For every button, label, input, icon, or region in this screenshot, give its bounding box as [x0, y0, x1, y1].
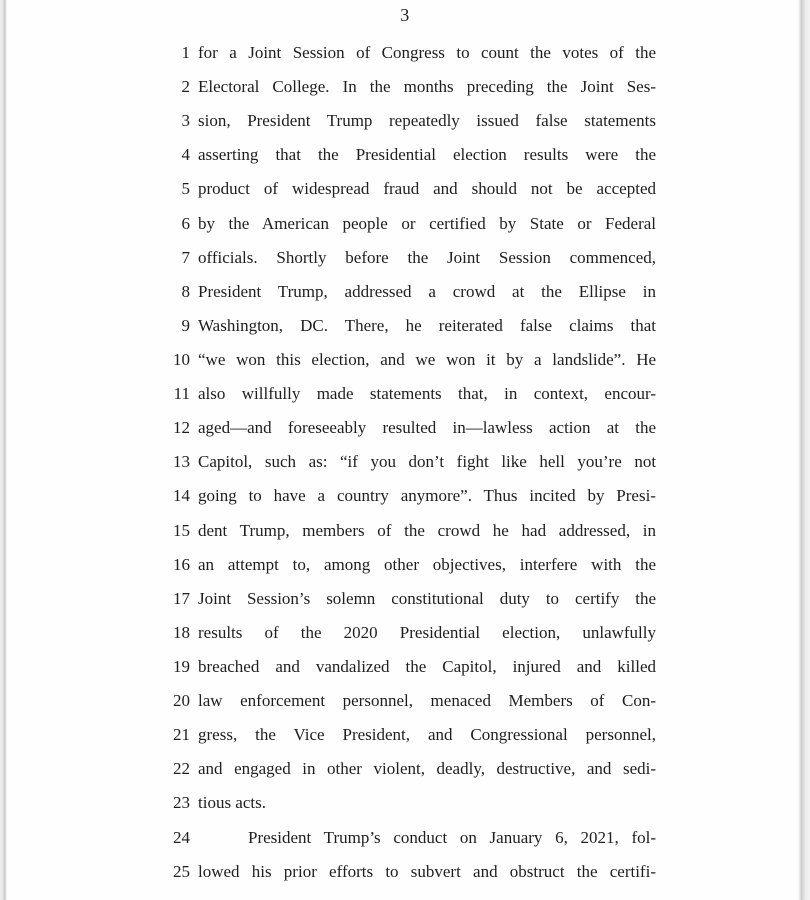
line-text: lowed his prior efforts to subvert and obstruct the certifi-: [198, 861, 656, 881]
line-number: 5: [181, 179, 190, 199]
line-text-column: [198, 514, 656, 548]
line-text: dent Trump, members of the crowd he had addressed, in: [198, 520, 657, 540]
line-number: 8: [181, 281, 190, 301]
line-number: 12: [173, 418, 190, 438]
line-text-column: [198, 786, 656, 820]
document-line: [0, 104, 810, 138]
document-line: [0, 138, 810, 172]
line-number: 1: [181, 43, 190, 62]
line-text-column: [198, 377, 656, 411]
line-number: 6: [181, 213, 190, 233]
document-line: [0, 514, 810, 548]
line-number: 21: [173, 725, 190, 745]
line-text-column: [198, 684, 656, 718]
document-line: [0, 582, 810, 616]
page-number: 3: [400, 5, 410, 25]
document-line: [0, 36, 810, 70]
line-number: 24: [173, 827, 190, 847]
line-text-column: [198, 548, 656, 582]
line-text-column: [198, 479, 656, 513]
line-text: by the American people or certified by State or Federal: [198, 213, 657, 233]
document-line: [0, 616, 810, 650]
line-text: “we won this election, and we won it by a landslide”. He: [198, 349, 657, 369]
line-number: 14: [173, 486, 190, 506]
line-text: law enforcement personnel, menaced Members of Con-: [198, 691, 657, 711]
line-number: 10: [173, 349, 190, 369]
line-text-column: [198, 343, 656, 377]
line-number: 19: [173, 656, 190, 676]
line-text: also willfully made statements that, in context, encour-: [198, 384, 656, 404]
line-number: 25: [173, 861, 190, 881]
line-number: 7: [181, 247, 190, 267]
line-number: 18: [173, 622, 190, 642]
line-text: tious acts.: [198, 793, 266, 813]
document-line: [0, 309, 810, 343]
line-number: 11: [173, 384, 190, 404]
document-line: [0, 718, 810, 752]
line-text-column: [198, 36, 656, 70]
line-text-column: [198, 275, 656, 309]
line-number: 22: [173, 759, 190, 779]
line-text-column: [198, 411, 656, 445]
document-line: [0, 411, 810, 445]
document-line: [0, 821, 810, 855]
line-number: 16: [173, 554, 190, 574]
line-text: for a Joint Session of Congress to count the votes of the: [198, 43, 657, 62]
line-text-column: [198, 241, 656, 275]
document-line: [0, 377, 810, 411]
line-text-column: [198, 821, 656, 855]
line-text: aged—and foreseeably resulted in—lawless action at the: [198, 418, 657, 438]
line-number: 3: [181, 111, 190, 131]
line-number: 2: [181, 77, 190, 97]
document-line: [0, 343, 810, 377]
line-text-column: [198, 752, 656, 786]
line-number: 20: [173, 691, 190, 711]
line-text: Joint Session’s solemn constitutional duty to certify the: [198, 588, 657, 608]
line-text-column: [198, 855, 656, 889]
line-text: an attempt to, among other objectives, interfere with the: [198, 554, 656, 574]
document-line: [0, 786, 810, 820]
document-line: [0, 275, 810, 309]
document-line: [0, 855, 810, 889]
line-text-column: [198, 138, 656, 172]
document-line: [0, 479, 810, 513]
line-text-column: [198, 718, 656, 752]
line-number: 23: [173, 793, 190, 813]
line-text-column: [198, 616, 656, 650]
line-number: 17: [173, 588, 190, 608]
line-text: gress, the Vice President, and Congressional personnel,: [198, 725, 656, 745]
line-number: 15: [173, 520, 190, 540]
line-text: Washington, DC. There, he reiterated false claims that: [198, 315, 657, 335]
line-number: 4: [181, 145, 190, 165]
document-line: [0, 172, 810, 206]
document-line: [0, 207, 810, 241]
document-body: [0, 36, 810, 889]
line-text-column: [198, 650, 656, 684]
line-text-column: [198, 582, 656, 616]
document-line: [0, 445, 810, 479]
line-text: Electoral College. In the months preceding the Joint Ses-: [198, 77, 656, 97]
line-text: Capitol, such as: “if you don’t fight like hell you’re not: [198, 452, 657, 472]
document-line: [0, 650, 810, 684]
document-line: [0, 241, 810, 275]
line-number: 9: [181, 315, 190, 335]
line-text: and engaged in other violent, deadly, destructive, and sedi-: [198, 759, 657, 779]
line-text: going to have a country anymore”. Thus incited by Presi-: [198, 486, 656, 506]
document-line: [0, 548, 810, 582]
line-text: President Trump’s conduct on January 6, 2021, fol-: [248, 827, 657, 847]
line-text-column: [198, 445, 656, 479]
document-line: [0, 70, 810, 104]
line-text: President Trump, addressed a crowd at the Ellipse in: [198, 281, 656, 301]
line-number: 13: [173, 452, 190, 472]
document-line: [0, 684, 810, 718]
line-text-column: [198, 172, 656, 206]
document-line: [0, 752, 810, 786]
line-text: officials. Shortly before the Joint Session commenced,: [198, 247, 657, 267]
line-text-column: [198, 70, 656, 104]
line-text-column: [198, 207, 656, 241]
line-text-column: [198, 309, 656, 343]
line-text: asserting that the Presidential election results were the: [198, 145, 657, 165]
line-text: sion, President Trump repeatedly issued false statements: [198, 111, 656, 131]
line-text: breached and vandalized the Capitol, injured and killed: [198, 656, 657, 676]
line-text: results of the 2020 Presidential election, unlawfully: [198, 622, 657, 642]
line-text: product of widespread fraud and should not be accepted: [198, 179, 656, 199]
line-text-column: [198, 104, 656, 138]
